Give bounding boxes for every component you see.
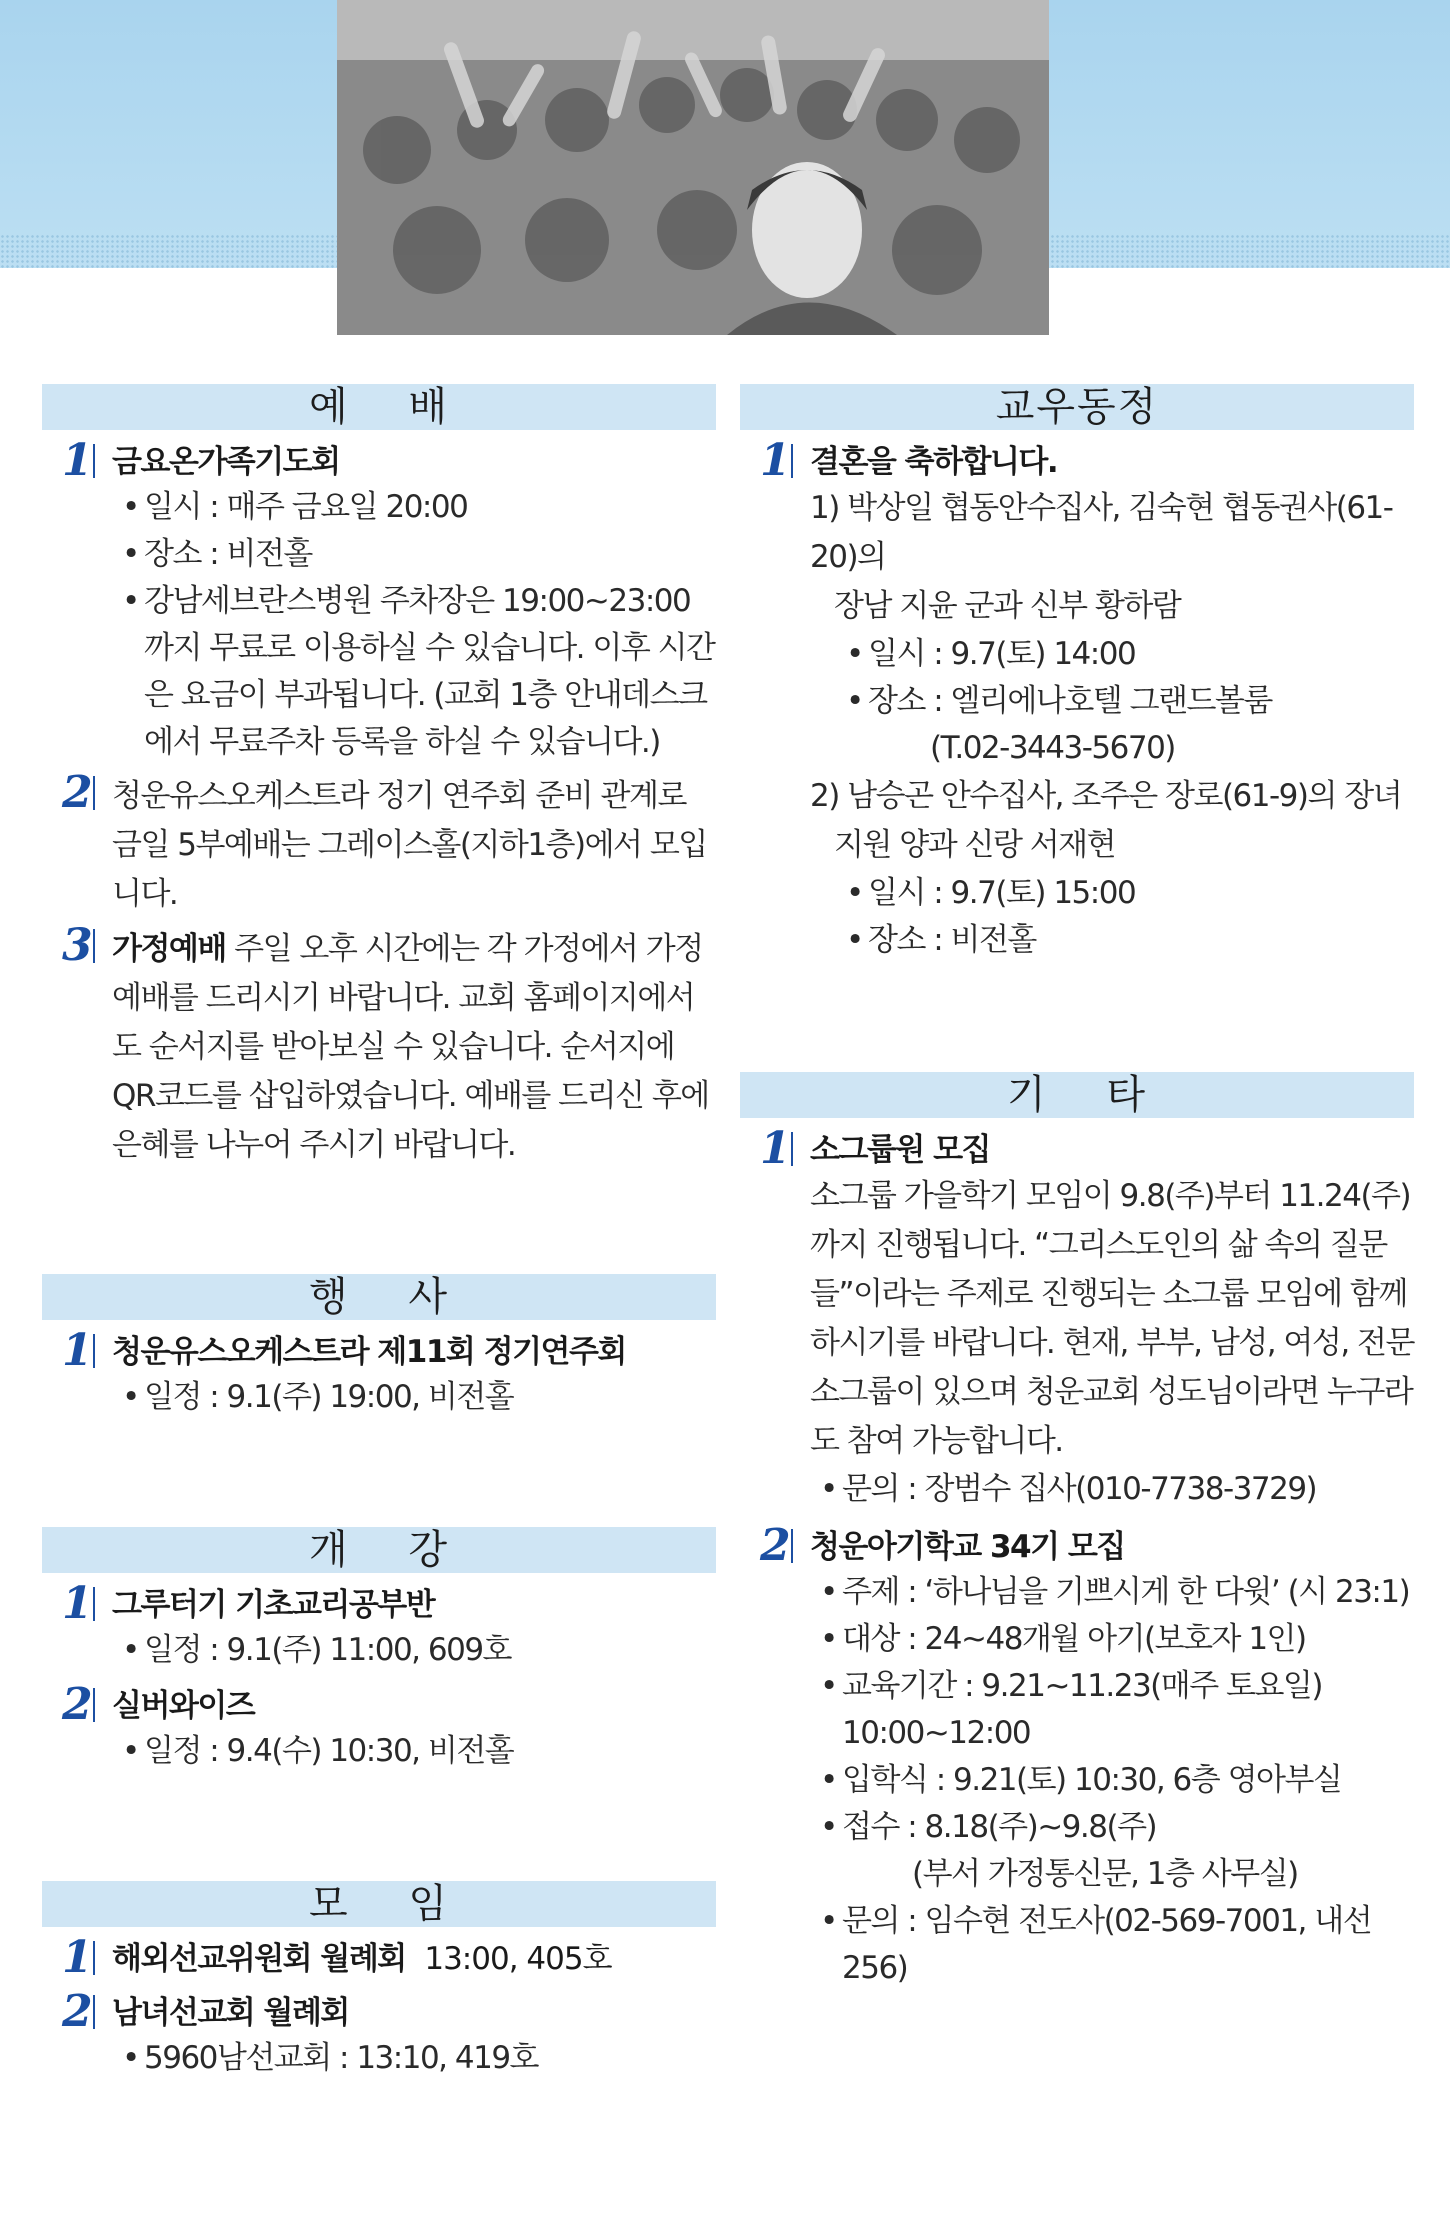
list-item: • 입학식 : 9.21(토) 10:30, 6층 영아부실 [816, 1757, 1414, 1804]
list-item: • 일시 : 9.7(토) 15:00 [842, 870, 1414, 917]
left-column [42, 384, 716, 2082]
item-number-badge: 2 [760, 1521, 800, 1571]
wedding-notice-1: 1) 박상일 협동안수집사, 김숙현 협동권사(61-20)의 [810, 490, 1393, 575]
list-item: • 일정 : 9.4(수) 10:30, 비전홀 [118, 1728, 716, 1775]
list-item: • 강남세브란스병원 주차장은 19:00~23:00까지 무료로 이용하실 수 있습니다. 이후 시간은 요금이 부과됩니다. (교회 1층 안내데스크에서 무료주차 등록을 하실 수 있습니다.) [118, 578, 716, 766]
wedding-notice-2: 2) 남승곤 안수집사, 조주은 장로(61-9)의 장녀 [810, 778, 1402, 814]
section-heading-etc: 기 타 [740, 1072, 1414, 1118]
registration-location: (부서 가정통신문, 1층 사무실) [912, 1856, 1298, 1892]
list-item: • 일시 : 매주 금요일 20:00 [118, 484, 716, 531]
item-detail: 13:00, 405호 [424, 1941, 612, 1977]
item-number-badge: 1 [62, 1933, 102, 1983]
item-number-badge: 1 [62, 1326, 102, 1376]
list-item: • 대상 : 24~48개월 아기(보호자 1인) [816, 1616, 1414, 1663]
section-heading-fellowship: 교우동정 [740, 384, 1414, 430]
worship-item-2 [42, 767, 716, 919]
etc-item-2 [740, 1520, 1414, 1992]
section-heading-lectures: 개 강 [42, 1527, 716, 1573]
item-number-badge: 1 [62, 436, 102, 486]
item-number-badge: 2 [62, 768, 102, 818]
list-item: • 장소 : 비전홀 [118, 531, 716, 578]
worship-item-1 [42, 435, 716, 766]
etc-item-1 [740, 1123, 1414, 1513]
item-title: 실버와이즈 [112, 1688, 255, 1724]
item-title: 소그룹원 모집 [810, 1132, 990, 1168]
list-item: • 일정 : 9.1(주) 11:00, 609호 [118, 1627, 716, 1674]
list-item: • 장소 : 비전홀 [842, 917, 1414, 964]
item-title: 결혼을 축하합니다. [810, 444, 1058, 480]
item-title: 금요온가족기도회 [112, 444, 340, 480]
lectures-item-1 [42, 1578, 716, 1674]
worship-item-3 [42, 920, 716, 1170]
item-title: 해외선교위원회 월례회 [112, 1941, 406, 1977]
item-number-badge: 1 [62, 1579, 102, 1629]
item-number-badge: 3 [62, 921, 102, 971]
list-item: • 일시 : 9.7(토) 14:00 [842, 631, 1414, 678]
item-text: 청운유스오케스트라 정기 연주회 준비 관계로 금일 5부예배는 그레이스홀(지하1층)에서 모입니다. [112, 778, 707, 912]
lectures-item-2 [42, 1679, 716, 1775]
item-title: 청운유스오케스트라 제11회 정기연주회 [112, 1334, 626, 1370]
meetings-item-1 [42, 1932, 716, 1983]
item-number-badge: 1 [760, 1124, 800, 1174]
list-item: • 일정 : 9.1(주) 19:00, 비전홀 [118, 1374, 716, 1421]
section-heading-events: 행 사 [42, 1274, 716, 1320]
item-title: 가정예배 [112, 931, 226, 967]
wedding-notice-1-continued: 장남 지윤 군과 신부 황하람 [834, 588, 1181, 624]
venue-phone: (T.02-3443-5670) [930, 730, 1175, 766]
photo-illustration [337, 0, 1049, 335]
fellowship-item-1 [740, 435, 1414, 964]
item-number-badge: 2 [62, 1680, 102, 1730]
worship-crowd-photo [337, 0, 1049, 335]
item-title: 청운아기학교 34기 모집 [810, 1529, 1125, 1565]
list-item: • 문의 : 장범수 집사(010-7738-3729) [816, 1466, 1414, 1513]
item-text: 주일 오후 시간에는 각 가정에서 가정예배를 드리시기 바랍니다. 교회 홈페이지에서도 순서지를 받아보실 수 있습니다. 순서지에 QR코드를 삽입하였습니다. 예배를 드리신 후에 은혜를 나누어 주시기 바랍니다. [112, 931, 709, 1163]
list-item: • 5960남선교회 : 13:10, 419호 [118, 2035, 716, 2082]
section-heading-meetings: 모 임 [42, 1881, 716, 1927]
item-title: 그루터기 기초교리공부반 [112, 1587, 435, 1623]
item-title: 남녀선교회 월례회 [112, 1995, 349, 2031]
list-item: • 접수 : 8.18(주)~9.8(주) [816, 1804, 1414, 1851]
item-text: 소그룹 가을학기 모임이 9.8(주)부터 11.24(주)까지 진행됩니다. “그리스도인의 삶 속의 질문들”이라는 주제로 진행되는 소그룹 모임에 함께하시기를 바랍니다. 현재, 부부, 남성, 여성, 전문 소그룹이 있으며 청운교회 성도님이라면 누구라도 참여 가능합니다. [810, 1178, 1414, 1459]
events-item-1 [42, 1325, 716, 1421]
right-column [740, 384, 1414, 1992]
list-item: • 주제 : ‘하나님을 기쁘시게 한 다윗’ (시 23:1) [816, 1569, 1414, 1616]
list-item: • 장소 : 엘리에나호텔 그랜드볼룸 [842, 678, 1414, 725]
list-item: • 교육기간 : 9.21~11.23(매주 토요일) 10:00~12:00 [816, 1663, 1414, 1757]
section-heading-worship: 예 배 [42, 384, 716, 430]
wedding-notice-2-continued: 지원 양과 신랑 서재현 [834, 827, 1116, 863]
item-number-badge: 2 [62, 1987, 102, 2037]
item-number-badge: 1 [760, 436, 800, 486]
meetings-item-2 [42, 1986, 716, 2082]
list-item: • 문의 : 임수현 전도사(02-569-7001, 내선 256) [816, 1898, 1414, 1992]
